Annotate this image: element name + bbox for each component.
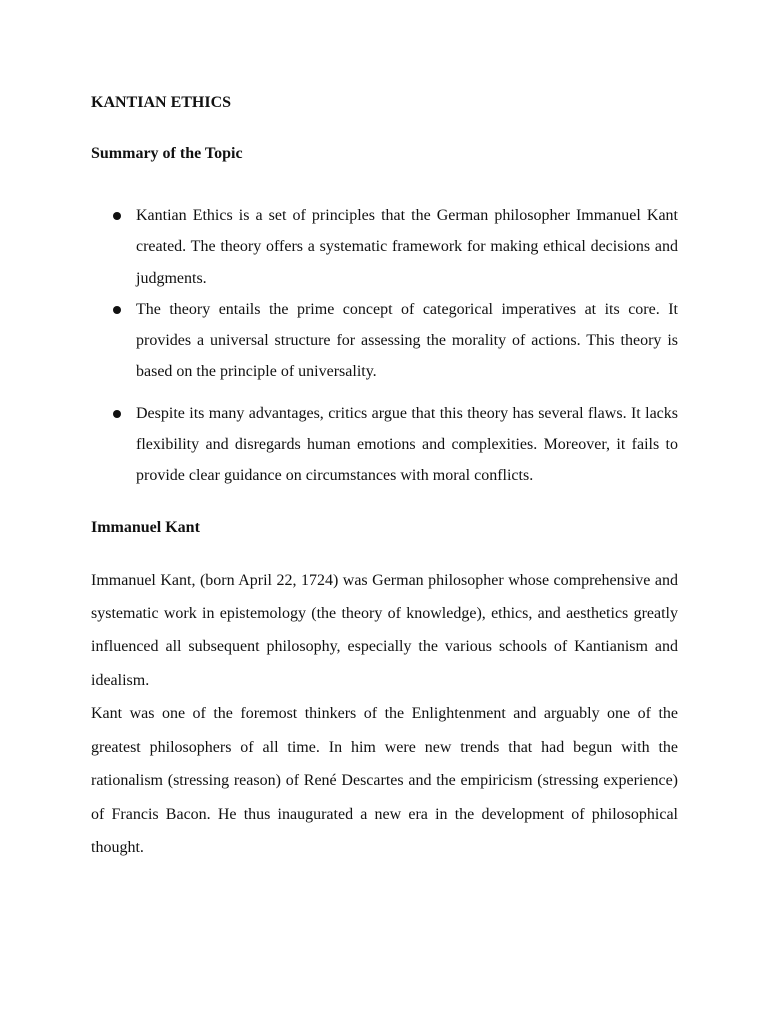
bullet-item xyxy=(91,294,678,388)
bullet-item xyxy=(91,200,678,294)
summary-bullet-list xyxy=(91,200,678,492)
bullet-item xyxy=(91,398,678,492)
bullet-icon xyxy=(113,212,121,220)
kant-paragraph: Kant was one of the foremost thinkers of the Enlightenment and arguably one of the greatest philosophers of all time. In him were new trends that had begun with the rationalism (stressing reason) of René Descartes and the empiricism (stressing experience) of Francis Bacon. He thus inaugurated a new era in the development of philosophical thought. xyxy=(91,705,678,856)
bullet-text: Despite its many advantages, critics argue that this theory has several flaws. It lacks flexibility and disregards human emotions and complexities. Moreover, it fails to provide clear guidance on circumstances with moral conflicts. xyxy=(136,404,678,485)
document-title: KANTIAN ETHICS xyxy=(91,94,232,111)
bullet-icon xyxy=(113,306,121,314)
bullet-text: Kantian Ethics is a set of principles that the German philosopher Immanuel Kant created. The theory offers a systematic framework for making ethical decisions and judgments. xyxy=(136,207,678,287)
document-content xyxy=(91,92,678,864)
kant-heading: Immanuel Kant xyxy=(91,518,200,536)
bullet-icon xyxy=(113,410,121,418)
bullet-text: The theory entails the prime concept of categorical imperatives at its core. It provides a universal structure for assessing the morality of actions. This theory is based on the principle of universality. xyxy=(136,300,678,381)
summary-heading: Summary of the Topic xyxy=(91,145,243,162)
kant-paragraph: Immanuel Kant, (born April 22, 1724) was German philosopher whose comprehensive and systematic work in epistemology (the theory of knowledge), ethics, and aesthetics greatly influenced all subsequent philosophy, especially the various schools of Kantianism and idealism. xyxy=(91,571,678,689)
